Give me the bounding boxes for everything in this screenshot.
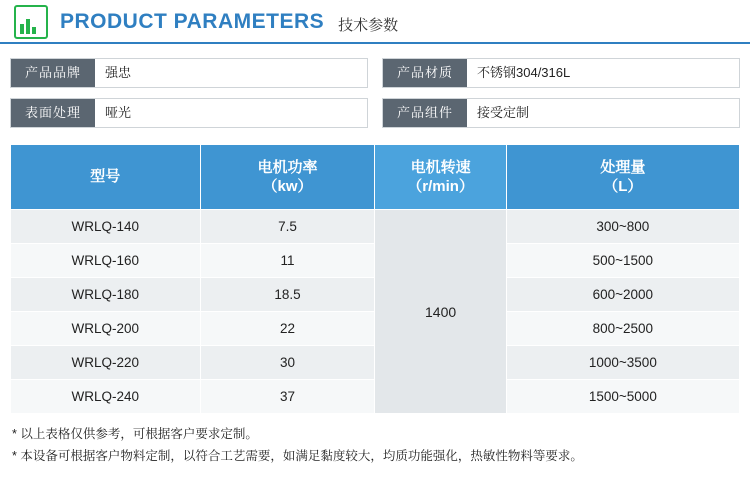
cell-capacity: 1500~5000 [506, 380, 739, 414]
footnote-2: * 本设备可根据客户物料定制，以符合工艺需要，如满足黏度较大，均质功能强化，热敏性物料等要求。 [12, 448, 583, 463]
spec-cell-brand [10, 58, 368, 88]
cell-capacity: 300~800 [506, 210, 739, 244]
spec-label: 表面处理 [11, 99, 95, 127]
spec-row [10, 58, 740, 88]
column-header-line1: 型号 [90, 168, 121, 186]
spec-cell-material [382, 58, 740, 88]
spec-label: 产品品牌 [11, 59, 95, 87]
page-title-english: PRODUCT PARAMETERS [60, 10, 325, 33]
page-header [0, 0, 750, 44]
cell-power: 22 [200, 312, 375, 346]
cell-capacity: 500~1500 [506, 244, 739, 278]
spec-list [0, 44, 750, 128]
cell-model: WRLQ-140 [11, 210, 201, 244]
column-header-line1: 处理量 [600, 158, 646, 176]
footnote-1: * 以上表格仅供参考，可根据客户要求定制。 [12, 427, 258, 441]
spec-label: 产品材质 [383, 59, 467, 87]
spec-value: 不锈钢304/316L [467, 59, 739, 87]
cell-capacity: 800~2500 [506, 312, 739, 346]
footnotes [0, 414, 750, 468]
cell-capacity: 1000~3500 [506, 346, 739, 380]
cell-power: 37 [200, 380, 375, 414]
lightning-bolt-logo-icon [14, 5, 48, 39]
parameters-table-wrapper [0, 138, 750, 414]
column-header-model [11, 145, 201, 210]
spec-cell-surface [10, 98, 368, 128]
column-header-power [200, 145, 375, 210]
table-header-row [11, 145, 740, 210]
cell-power: 7.5 [200, 210, 375, 244]
cell-power: 18.5 [200, 278, 375, 312]
column-header-line1: 电机转速 [410, 158, 471, 176]
cell-power: 30 [200, 346, 375, 380]
column-header-capacity [506, 145, 739, 210]
cell-power: 11 [200, 244, 375, 278]
spec-label: 产品组件 [383, 99, 467, 127]
parameters-table [10, 144, 740, 414]
cell-model: WRLQ-160 [11, 244, 201, 278]
table-row [11, 210, 740, 244]
cell-model: WRLQ-200 [11, 312, 201, 346]
spec-value: 强忠 [95, 59, 367, 87]
column-header-line2: （r/min） [407, 178, 474, 195]
column-header-line1: 电机功率 [257, 158, 318, 176]
column-header-line2: （L） [603, 178, 643, 195]
cell-model: WRLQ-220 [11, 346, 201, 380]
spec-row [10, 98, 740, 128]
spec-value: 哑光 [95, 99, 367, 127]
cell-model: WRLQ-180 [11, 278, 201, 312]
spec-value: 接受定制 [467, 99, 739, 127]
column-header-speed [375, 145, 506, 210]
cell-capacity: 600~2000 [506, 278, 739, 312]
spec-cell-components [382, 98, 740, 128]
column-header-line2: （kw） [262, 178, 313, 195]
page-title-chinese: 技术参数 [338, 16, 399, 34]
cell-speed-merged: 1400 [375, 210, 506, 414]
cell-model: WRLQ-240 [11, 380, 201, 414]
